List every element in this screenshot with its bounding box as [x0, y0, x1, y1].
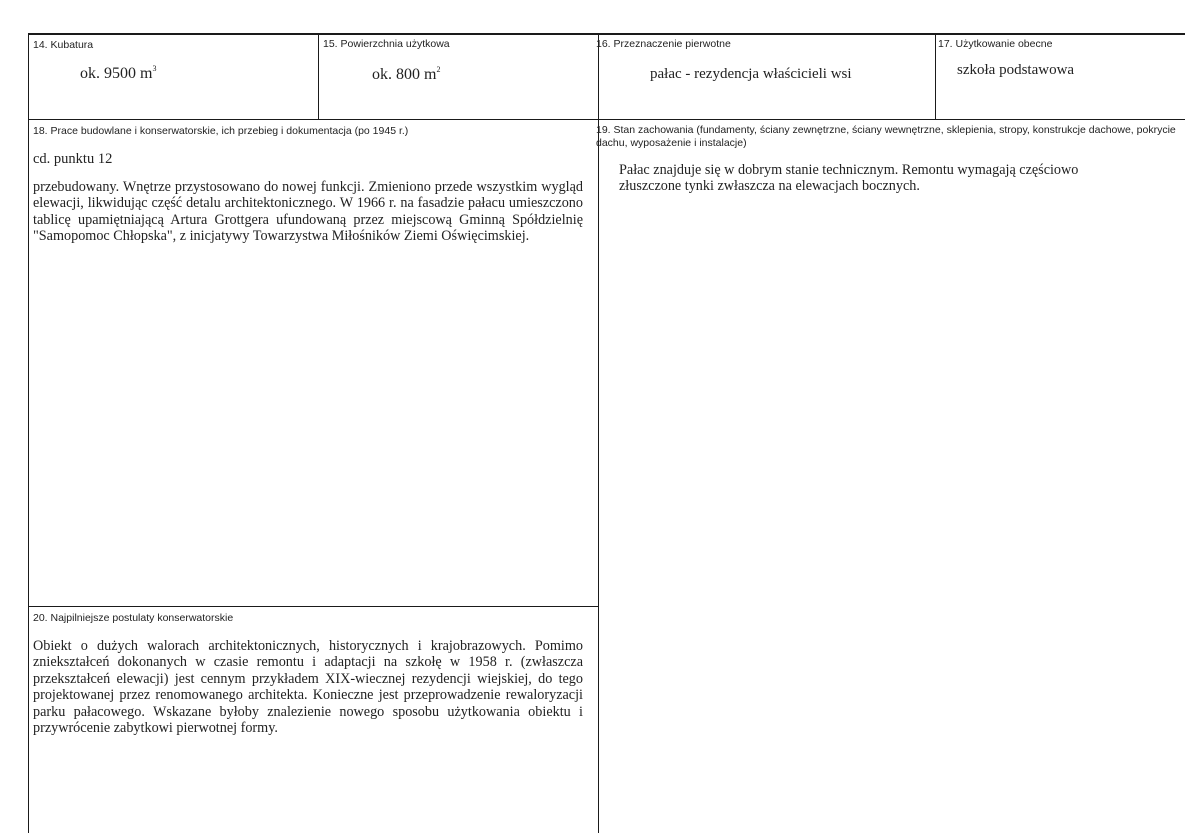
- powierzchnia-value-text: ok. 800 m: [372, 66, 437, 83]
- postulaty-label: 20. Najpilniejsze postulaty konserwatorskie: [33, 612, 234, 624]
- kubatura-unit-exponent: 3: [152, 64, 157, 73]
- divider-16-17: [935, 33, 936, 119]
- uzytkowanie-label: 17. Użytkowanie obecne: [938, 38, 1053, 50]
- kubatura-value: [80, 65, 156, 83]
- top-border: [28, 33, 1185, 35]
- kubatura-label: 14. Kubatura: [33, 39, 94, 51]
- postulaty-text: Obiekt o dużych walorach architektonicznych, historycznych i krajobrazowych. Pomimo zniekształceń dokonanych w czasie remontu i adaptacji na szkołę w 1958 r. (zwłaszcza przekształceń elewacji) jest cennym przykładem XIX-wiecznej rezydencji wiejskiej, do tego projektowanej przez renomowanego architekta. Konieczne jest przeprowadzenie rewaloryzacji parku pałacowego. Wskazane byłoby znalezienie nowego sposobu użytkowania obiektu i przywrócenie zabytkowi pierwotnej formy.: [33, 638, 583, 737]
- row1-bottom-border: [28, 119, 1185, 120]
- prace-text: przebudowany. Wnętrze przystosowano do nowej funkcji. Zmieniono przede wszystkim wygląd elewacji, likwidując część detalu architektonicznego. W 1966 r. na fasadzie pałacu umieszczono tablicę upamiętniającą Artura Grottgera ufundowaną przez miejscową Gminną Spółdzielnię "Samopomoc Chłopska", z inicjatywy Towarzystwa Miłośników Ziemi Oświęcimskiej.: [33, 179, 583, 245]
- row20-top-border: [28, 606, 599, 607]
- powierzchnia-value: [372, 66, 440, 84]
- przeznaczenie-value: pałac - rezydencja właścicieli wsi: [650, 66, 852, 82]
- stan-label: 19. Stan zachowania (fundamenty, ściany zewnętrzne, ściany wewnętrzne, sklepienia, stropy, konstrukcje dachowe, pokrycie dachu, wyposażenie i instalacje): [596, 124, 1176, 149]
- stan-text: Pałac znajduje się w dobrym stanie technicznym. Remontu wymagają częściowo złuszczone tynki zwłaszcza na elewacjach bocznych.: [619, 162, 1079, 195]
- powierzchnia-unit-exponent: 2: [436, 65, 441, 74]
- prace-intro: cd. punktu 12: [33, 151, 113, 167]
- uzytkowanie-value: szkoła podstawowa: [957, 62, 1075, 78]
- przeznaczenie-label: 16. Przeznaczenie pierwotne: [596, 38, 731, 50]
- divider-14-15: [318, 33, 319, 119]
- kubatura-value-text: ok. 9500 m: [80, 65, 153, 82]
- powierzchnia-label: 15. Powierzchnia użytkowa: [323, 38, 450, 50]
- center-divider: [598, 33, 599, 833]
- left-border: [28, 33, 29, 833]
- prace-label: 18. Prace budowlane i konserwatorskie, ich przebieg i dokumentacja (po 1945 r.): [33, 125, 409, 137]
